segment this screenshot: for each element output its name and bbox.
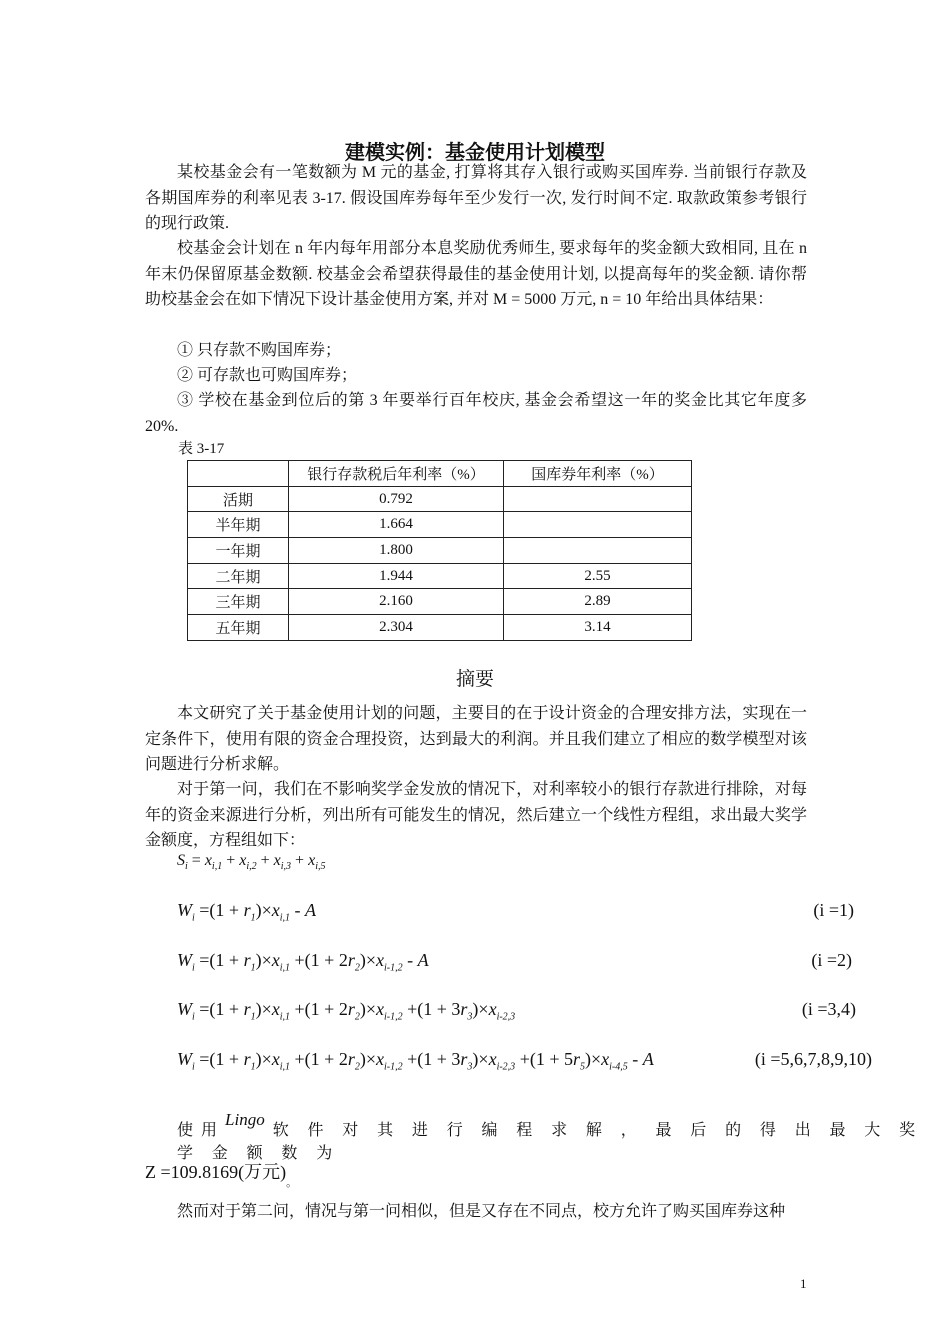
result-expression: Z =109.8169(万元): [145, 1162, 287, 1182]
table-cell: 0.792: [289, 486, 504, 512]
lingo-pre: 使 用: [177, 1122, 218, 1139]
problem-paragraph-2: 校基金会计划在 n 年内每年用部分本息奖励优秀师生, 要求每年的奖金额大致相同, 且在 n 年末仍保留原基金数额. 校基金会希望获得最佳的基金使用计划, 以提高每年的奖金额. 请你帮助校基金会在如下情况下设计基金使用方案, 并对 M = 5000 万元, n = 10 年给出具体结果：: [145, 240, 807, 308]
table-cell: 一年期: [188, 538, 289, 564]
equation-sum: $S_i = x_{i,1} + x_{i,2} + x_{i,3} + x_{i,5}$: [177, 852, 326, 873]
result-period: 。: [286, 1177, 298, 1189]
table-row: [188, 538, 692, 564]
equation-2-condition: (i =2): [811, 950, 852, 970]
lingo-line: [177, 1110, 950, 1163]
table-cell: [504, 538, 692, 564]
table-cell: 2.89: [504, 589, 692, 615]
table-header: 国库券年利率（%）: [504, 461, 692, 487]
equation-3-condition: (i =3,4): [801, 999, 856, 1019]
problem-item-2: ② 可存款也可购国库券；: [177, 367, 358, 384]
equation-1-condition: (i =1): [813, 900, 854, 920]
table-cell: 三年期: [188, 589, 289, 615]
equation-1: $W_i =(1 + r_1)\times x_{i,1} - A$: [177, 900, 317, 924]
table-cell: 活期: [188, 486, 289, 512]
table-row: [188, 563, 692, 589]
problem-item-3: ③ 学校在基金到位后的第 3 年要举行百年校庆, 基金会希望这一年的奖金比其它年度多 20%.: [145, 392, 807, 435]
table-cell: [504, 512, 692, 538]
table-cell: 2.160: [289, 589, 504, 615]
table-cell: 1.664: [289, 512, 504, 538]
table-header: 银行存款税后年利率（%）: [289, 461, 504, 487]
equation-2: $W_i =(1 + r_1)\times x_{i,1} +(1 + 2r_2)\times x_{i-1,2} - A$: [177, 950, 429, 974]
equation-4-condition: (i =5,6,7,8,9,10): [754, 1049, 872, 1069]
result-value: [145, 1158, 298, 1189]
abstract-paragraph-1: 本文研究了关于基金使用计划的问题，主要目的在于设计资金的合理安排方法，实现在一定条件下，使用有限的资金合理投资，达到最大的利润。并且我们建立了相应的数学模型对该问题进行分析求解。: [145, 705, 807, 773]
table-cell: 二年期: [188, 563, 289, 589]
page-number: 1: [800, 1276, 807, 1291]
abstract-heading: 摘要: [455, 668, 494, 690]
table-cell: 1.800: [289, 538, 504, 564]
table-row: [188, 589, 692, 615]
abstract-paragraph-2: 对于第一问，我们在不影响奖学金发放的情况下，对利率较小的银行存款进行排除，对每年的资金来源进行分析，列出所有可能发生的情况，然后建立一个线性方程组，求出最大奖学金额度，方程组如下：: [145, 781, 807, 849]
table-cell: 1.944: [289, 563, 504, 589]
lingo-post: 软 件 对 其 进 行 编 程 求 解 ， 最 后 的 得 出 最 大 奖 学 金 额 数 为: [177, 1122, 921, 1162]
table-row: [188, 615, 692, 641]
table-header: [188, 461, 289, 487]
table-caption: 表 3-17: [178, 441, 225, 457]
abstract-paragraph-3: 然而对于第二问，情况与第一问相似，但是又存在不同点，校方允许了购买国库券这种: [177, 1203, 786, 1220]
problem-item-1: ① 只存款不购国库券；: [177, 342, 342, 359]
table-header-row: [188, 461, 692, 487]
equation-4: $W_i =(1 + r_1)\times x_{i,1} +(1 + 2r_2)\times x_{i-1,2} +(1 + 3r_3)\times x_{i-2,3} +(1 + 5r_5)\times x_{i-4,5} - A$: [177, 1049, 654, 1073]
table-cell: [504, 486, 692, 512]
table-cell: 五年期: [188, 615, 289, 641]
lingo-name: Lingo: [225, 1110, 265, 1129]
equation-3: $W_i =(1 + r_1)\times x_{i,1} +(1 + 2r_2)\times x_{i-1,2} +(1 + 3r_3)\times x_{i-2,3}$: [177, 999, 516, 1023]
table-cell: 半年期: [188, 512, 289, 538]
table-cell: 3.14: [504, 615, 692, 641]
table-cell: 2.304: [289, 615, 504, 641]
interest-rate-table: [187, 460, 692, 641]
problem-paragraph-1: 某校基金会有一笔数额为 M 元的基金, 打算将其存入银行或购买国库券. 当前银行存款及各期国库券的利率见表 3-17. 假设国库券每年至少发行一次, 发行时间不定. 取款政策参考银行的现行政策.: [145, 164, 807, 232]
page-title: 建模实例：基金使用计划模型: [345, 140, 605, 164]
table-row: [188, 512, 692, 538]
table-row: [188, 486, 692, 512]
table-cell: 2.55: [504, 563, 692, 589]
